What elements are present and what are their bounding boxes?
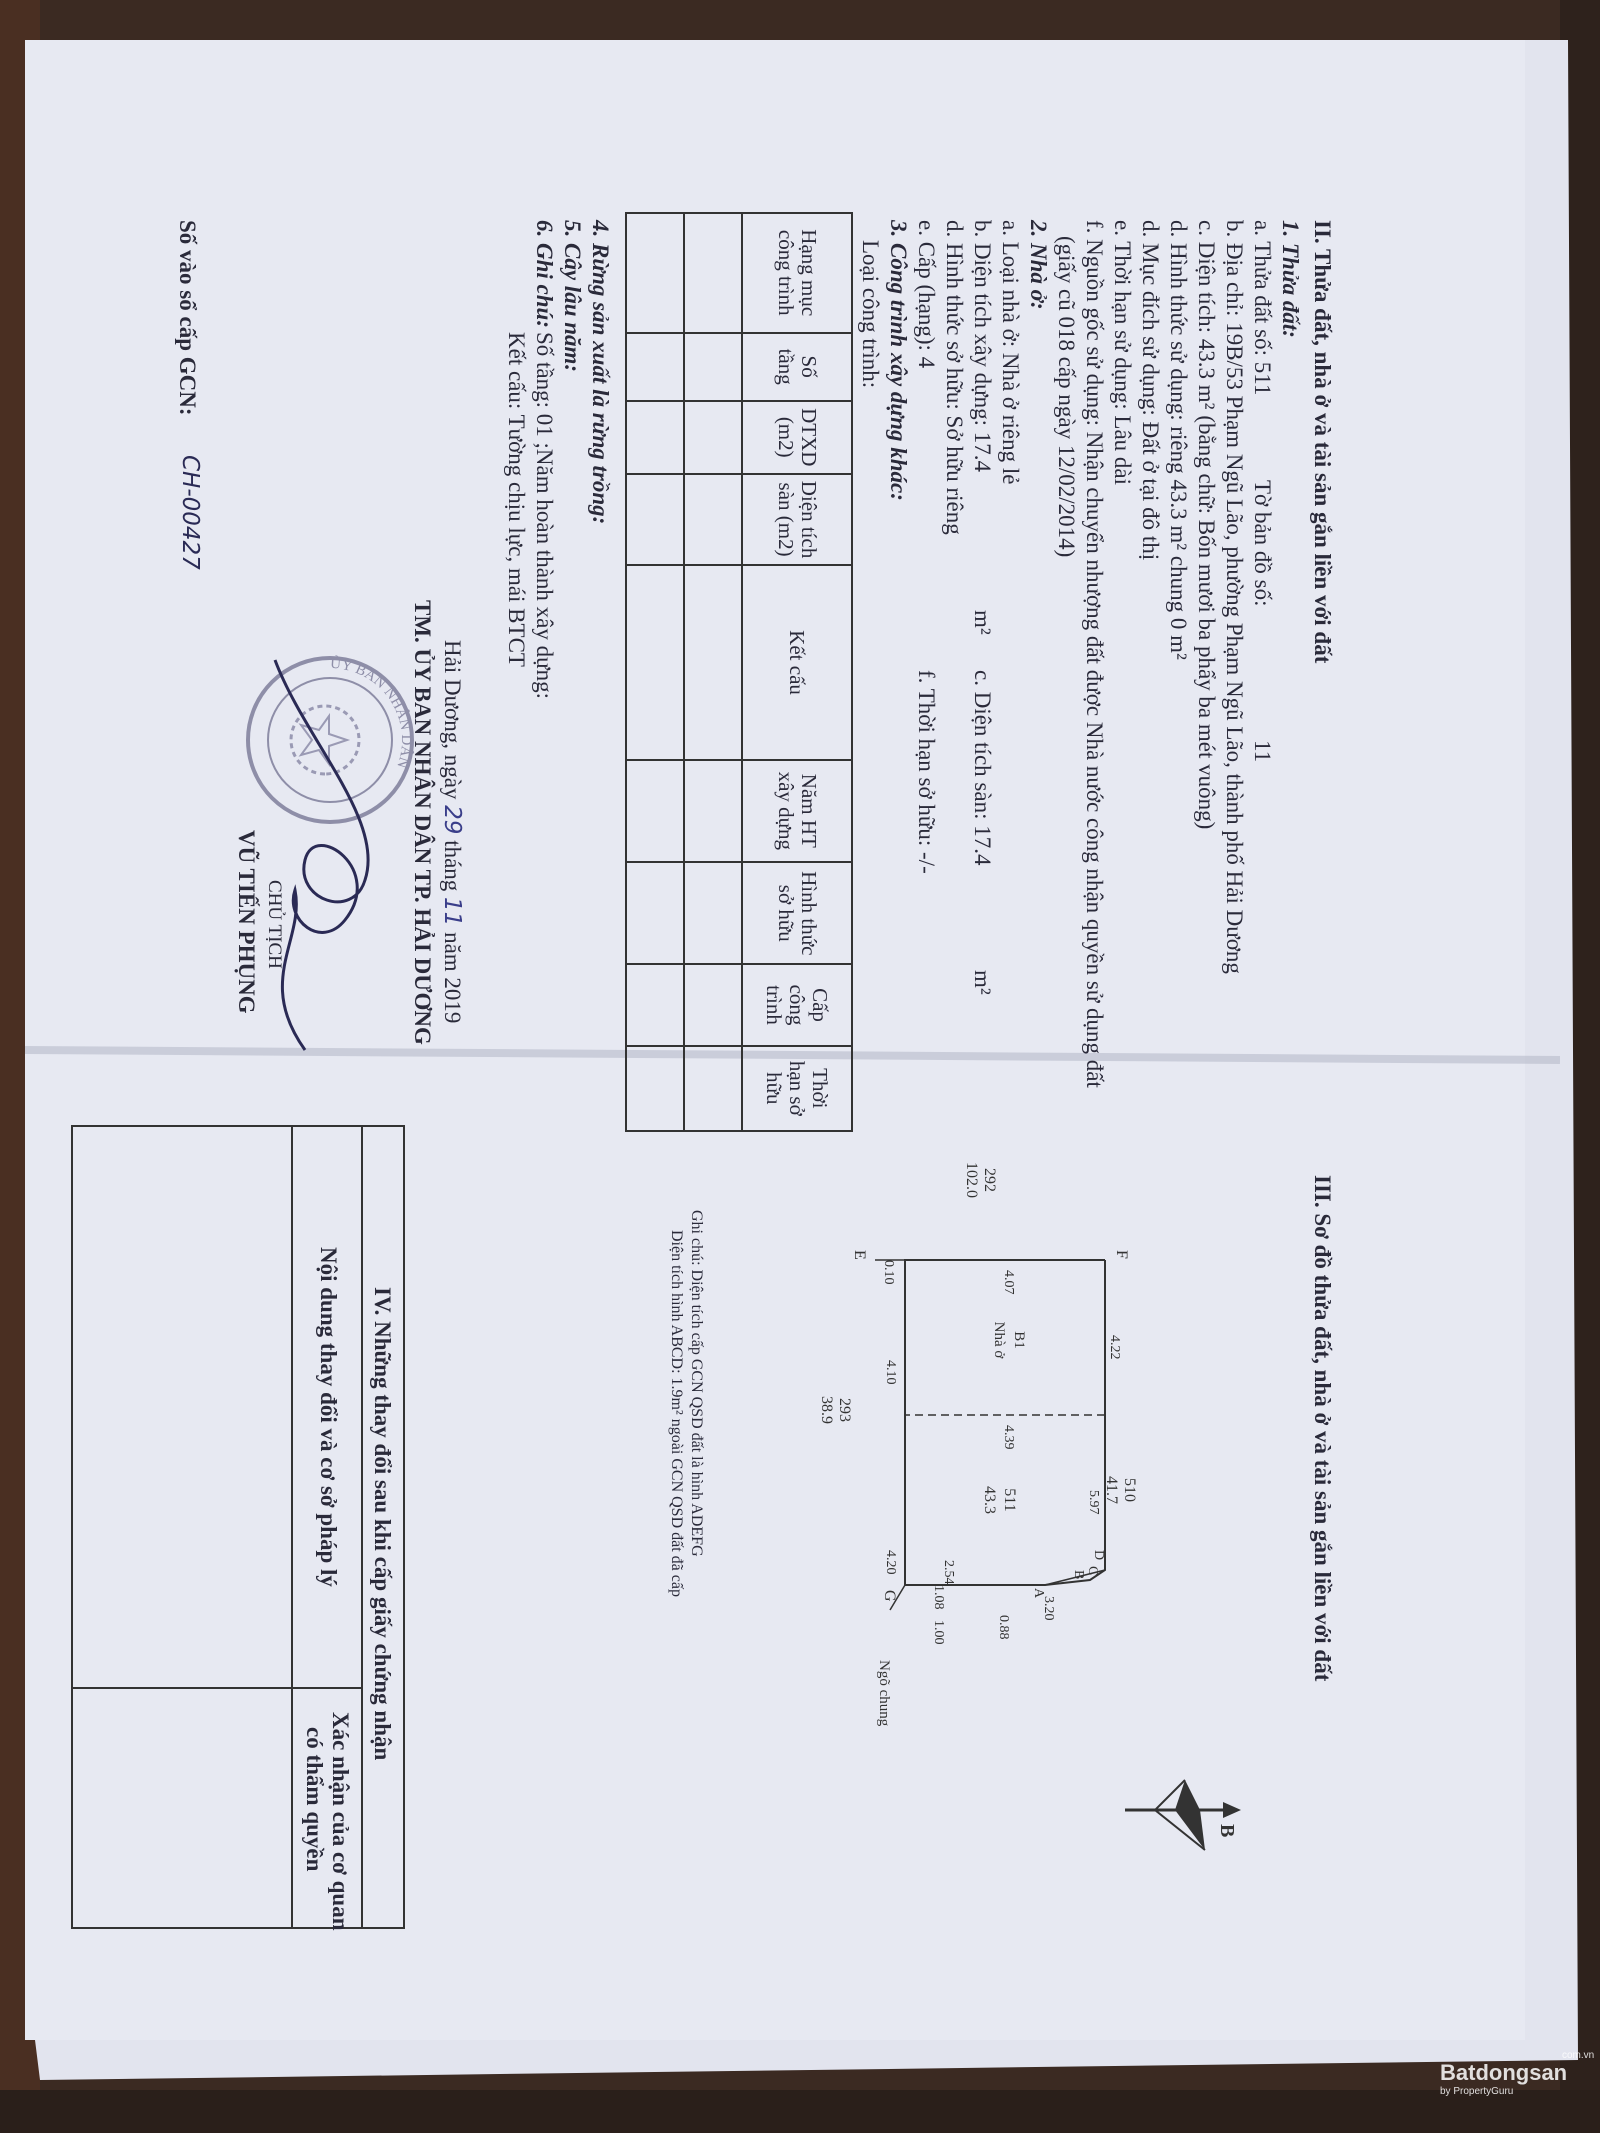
house-label-1: B1 (1011, 1331, 1027, 1349)
changes-box (71, 1125, 405, 1929)
structures-header-row (742, 213, 852, 1131)
alley-label: Ngõ chung (876, 1660, 892, 1727)
col-header: Hạng mục công trình (742, 213, 852, 333)
map-sheet-value: 11 (1250, 740, 1275, 763)
dim-4-20: 4.20 (883, 1550, 898, 1575)
col-header: Số tầng (742, 333, 852, 401)
floor-area: c. Diện tích sàn: 17.4 (970, 670, 995, 866)
seal-text: ỦY BAN NHÂN DÂN (329, 655, 415, 771)
col-header: Diện tích sàn (m2) (742, 474, 852, 566)
register-label: Số vào sổ cấp GCN: (175, 220, 200, 416)
dim-5-97: 5.97 (1086, 1490, 1101, 1515)
parcel-510-area: 41.7 (1103, 1476, 1120, 1504)
sign-date (439, 640, 465, 1023)
signature (275, 660, 368, 1050)
point-label-B: B (1071, 1570, 1086, 1580)
build-area: b. Diện tích xây dựng: 17.4 (970, 220, 995, 473)
point-label-E: E (851, 1250, 868, 1260)
date-year: năm 2019 (440, 932, 465, 1024)
date-month: 11 (439, 897, 465, 927)
dim-4-39: 4.39 (1001, 1425, 1016, 1450)
diagram-note-2: Diện tích hình ABCD: 1.9m² ngoài GCN QSD đất đã cấp (668, 1230, 685, 1597)
dim-4-10: 4.10 (883, 1360, 898, 1385)
structure-type-label: Loại công trình: (858, 240, 883, 389)
section2-3-heading: 3. Công trình xây dựng khác: (886, 220, 911, 501)
table-row (684, 213, 742, 1131)
dim-1-00: 1.00 (931, 1620, 946, 1645)
parcel-outline (875, 1260, 1105, 1610)
register-number: CH-00427 (177, 455, 203, 570)
use-origin-note: (giấy cũ 018 cấp ngày 12/02/2014) (1054, 236, 1079, 558)
point-label-F: F (1113, 1250, 1130, 1259)
house-grade: e. Cấp (hạng): 4 (914, 220, 939, 369)
col-header: Hình thức sở hữu (742, 862, 852, 964)
section2-6-heading: 6. Ghi chú: (532, 220, 557, 328)
diagram-note-1: Ghi chú: Diện tích cấp GCN QSD đất là hình ADEFG (688, 1210, 705, 1557)
changes-col-confirm-1: Xác nhận của cơ quan (328, 1712, 353, 1931)
section2-title: II. Thửa đất, nhà ở và tài sản gắn liền với đất (1310, 220, 1335, 664)
point-label-A: A (1031, 1588, 1046, 1599)
house-type: a. Loại nhà ở: Nhà ở riêng lẻ (998, 220, 1023, 485)
north-arrow-icon (1115, 1760, 1245, 1870)
parcel-293-area: 38.9 (818, 1396, 835, 1424)
parcel-diagram (795, 1162, 1235, 1800)
changes-col-content: Nội dung thay đổi và cơ sở pháp lý (316, 1247, 341, 1587)
table-row (626, 213, 684, 1131)
dim-3-20: 3.20 (1041, 1596, 1056, 1621)
use-origin: f. Nguồn gốc sử dụng: Nhận chuyển nhượng đất được Nhà nước công nhận quyền sử dụng đất (1082, 220, 1107, 1088)
dim-4-22: 4.22 (1107, 1335, 1122, 1360)
parcel-292-area: 102.0 (963, 1162, 980, 1198)
col-header: Kết cấu (742, 565, 852, 759)
ownership-form: d. Hình thức sở hữu: Sở hữu riêng (942, 220, 967, 535)
date-prefix: Hải Dương, ngày (440, 640, 465, 800)
official-seal-and-signature (235, 620, 425, 1080)
col-header: Thời hạn sở hữu (742, 1046, 852, 1131)
dim-0-88: 0.88 (996, 1615, 1011, 1640)
notes-structure: Kết cấu: Tường chịu lực, mái BTCT (504, 332, 529, 667)
structures-table (625, 212, 853, 1132)
notes-floors: Số tầng: 01 ;Năm hoàn thành xây dựng: (532, 332, 557, 700)
point-label-G: G (881, 1590, 898, 1602)
section4-title: IV. Những thay đổi sau khi cấp giấy chứng nhận (370, 1287, 395, 1761)
dim-4-07: 4.07 (1001, 1270, 1016, 1295)
floor-area-unit: m² (970, 970, 995, 995)
parcel-number: a. Thửa đất số: 511 (1250, 220, 1275, 396)
dim-1-08: 1.08 (931, 1585, 946, 1610)
parcel-293-id: 293 (836, 1398, 853, 1422)
watermark (1440, 2050, 1595, 2106)
watermark-by: by PropertyGuru (1440, 2086, 1514, 2097)
col-header: DTXD (m2) (742, 401, 852, 474)
section3-title: III. Sơ đồ thửa đất, nhà ở và tài sản gắn liền với đất (1310, 1175, 1335, 1682)
parcel-511-area: 43.3 (981, 1486, 998, 1514)
section2-4-heading: 4. Rừng sản xuất là rừng trồng: (588, 220, 613, 525)
dim-0-10: 0.10 (881, 1260, 896, 1285)
map-sheet-label: Tờ bản đồ số: (1250, 480, 1275, 607)
use-purpose: d. Mục đích sử dụng: Đất ở tại đô thị (1138, 220, 1163, 561)
point-label-D: D (1091, 1550, 1106, 1561)
changes-col-confirm-2: có thẩm quyền (302, 1727, 327, 1872)
ownership-term: f. Thời hạn sở hữu: -/- (914, 670, 939, 874)
watermark-brand: Batdongsan (1440, 2060, 1568, 2085)
signer-name: VŨ TIẾN PHỤNG (234, 830, 259, 1014)
point-label-C: C (1085, 1566, 1100, 1576)
use-term: e. Thời hạn sử dụng: Lâu dài (1110, 220, 1135, 486)
signing-organization: TM. ỦY BAN NHÂN DÂN TP. HẢI DƯƠNG (410, 600, 435, 1045)
date-month-label: tháng (440, 840, 465, 892)
section2-1-heading: 1. Thửa đất: (1278, 220, 1303, 338)
section2-5-heading: 5. Cây lâu năm: (560, 220, 585, 373)
address: b. Địa chỉ: 19B/53 Phạm Ngũ Lão, phường Phạm Ngũ Lão, thành phố Hải Dương (1222, 220, 1247, 974)
watermark-domain: com.vn (1562, 2050, 1595, 2061)
official-seal (248, 655, 415, 822)
use-form: d. Hình thức sử dụng: riêng 43.3 m² chung 0 m² (1166, 220, 1191, 660)
parcel-511-id: 511 (1001, 1488, 1018, 1512)
build-area-unit: m² (970, 610, 995, 635)
north-label: B (1216, 1824, 1238, 1838)
parcel-292-id: 292 (981, 1168, 998, 1192)
date-day: 29 (439, 805, 465, 835)
parcel-510-id: 510 (1121, 1478, 1138, 1502)
col-header: Năm HT xây dựng (742, 760, 852, 862)
signer-role: CHỦ TỊCH (264, 880, 285, 969)
svg-text:ỦY BAN NHÂN DÂN (330, 655, 415, 770)
dim-2-54: 2.54 (941, 1560, 956, 1585)
house-label-2: Nhà ở (991, 1321, 1007, 1359)
certificate-page (25, 40, 1525, 2020)
col-header: Cấp công trình (742, 964, 852, 1045)
land-area: c. Diện tích: 43.3 m² (bằng chữ: Bốn mươi ba phẩy ba mét vuông) (1194, 220, 1219, 830)
section2-2-heading: 2. Nhà ở: (1026, 220, 1051, 310)
